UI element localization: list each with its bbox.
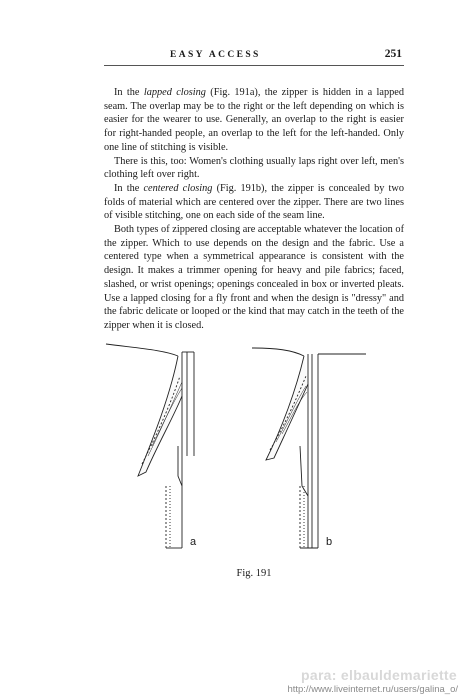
lap-fold-b xyxy=(266,356,308,460)
figure-191 xyxy=(96,336,366,560)
figure-label-a: a xyxy=(190,536,197,548)
figure-caption: Fig. 191 xyxy=(236,568,272,579)
watermark-text: para: elbauldemariette xyxy=(301,667,457,683)
running-head: EASY ACCESS xyxy=(170,50,261,60)
running-header xyxy=(104,48,404,64)
zipper-illustration xyxy=(96,336,366,560)
paragraph-lapped-closing: In the lapped closing (Fig. 191a), the zipper is hidden in a lapped seam. The overlap may be to the right or the left depending on which is easier for the wearer to use. Generally, an overlap to the right is easier for right-handed people, an overlap to the left for the left-handed. Only one line of stitching is visible. xyxy=(104,87,404,153)
paragraph-centered-closing: In the centered closing (Fig. 191b), the zipper is concealed by two folds of material which are centered over the zipper. There are two lines of visible stitching, one on each side of the seam line. xyxy=(104,182,404,222)
paragraph-both-types: Both types of zippered closing are acceptable whatever the location of the zipper. Which to use depends on the design and the fabric. Use a centered type when a symmetrical appearance is consistent with the design. It makes a trimmer opening for heavy and pile fabrics; faced, slashed, or wrist openings; openings concealed in box or inverted pleats. Use a lapped closing for a fly front and when the design is "dressy" and the fabric delicate or looped or the kind that may catch in the teeth of the zipper when it is closed. xyxy=(104,224,404,331)
source-url: http://www.liveinternet.ru/users/galina_o/ xyxy=(287,684,458,695)
fabric-edge-b xyxy=(252,348,304,356)
page-number: 251 xyxy=(384,48,402,60)
paragraph-clothing-laps: There is this, too: Women's clothing usually laps right over left, men's clothing left over right. xyxy=(104,155,404,181)
header-rule xyxy=(104,65,404,66)
fabric-edge-a xyxy=(106,344,178,356)
figure-label-b: b xyxy=(326,536,333,548)
lap-fold-a xyxy=(138,356,182,476)
body-text xyxy=(104,86,404,333)
